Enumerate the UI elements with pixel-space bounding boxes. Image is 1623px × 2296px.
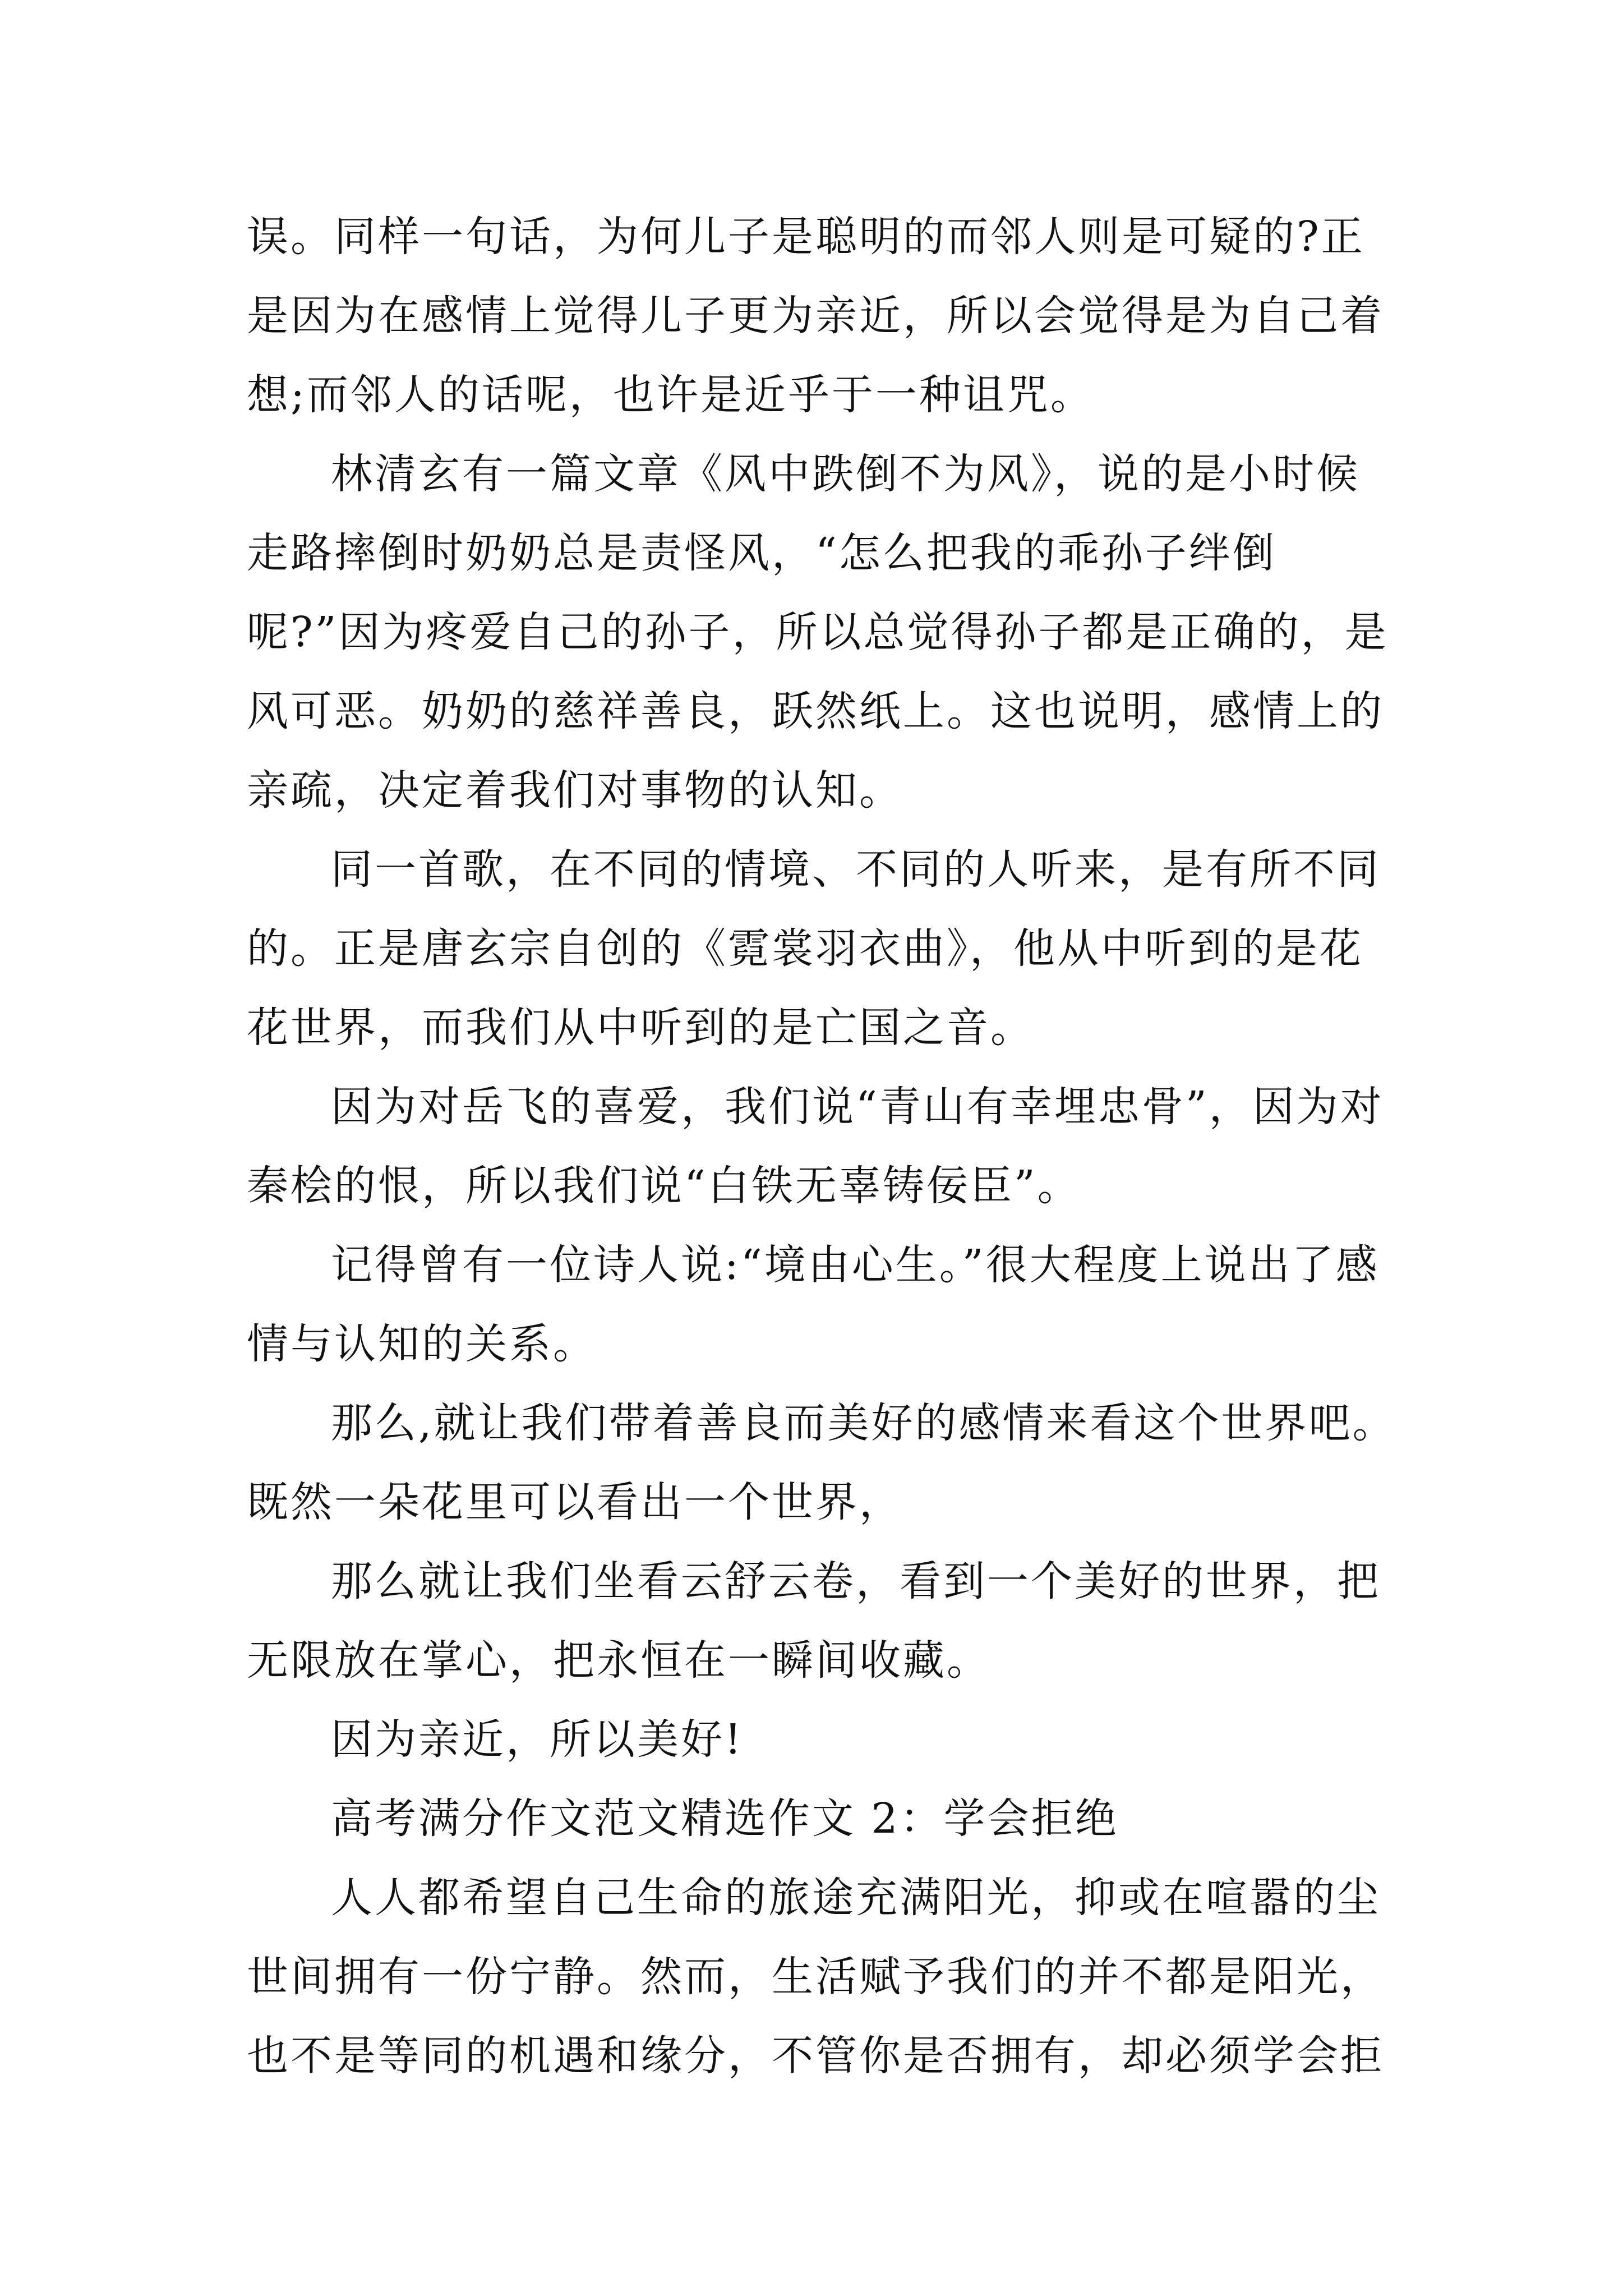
continuation-paragraph: 误。同样一句话，为何儿子是聪明的而邻人则是可疑的?正是因为在感情上觉得儿子更为亲近，所以会觉得是为自己着想;而邻人的话呢，也许是近乎于一种诅咒。 bbox=[247, 213, 1384, 419]
paragraph-conclusion: 因为亲近，所以美好! bbox=[331, 1715, 744, 1764]
paragraph-yue-fei: 因为对岳飞的喜爱，我们说“青山有幸埋忠骨”，因为对秦桧的恨，所以我们说“白铁无辜铸佞臣”。 bbox=[247, 1083, 1384, 1210]
paragraph-lin-qingxuan: 林清玄有一篇文章《风中跌倒不为风》，说的是小时候走路摔倒时奶奶总是责怪风，“怎么把我的乖孙子绊倒呢?”因为疼爱自己的孙子，所以总觉得孙子都是正确的，是风可恶。奶奶的慈祥善良，跃然纸上。这也说明，感情上的亲疏，决定着我们对事物的认知。 bbox=[247, 450, 1389, 815]
paragraph-same-song: 同一首歌，在不同的情境、不同的人听来，是有所不同的。正是唐玄宗自创的《霓裳羽衣曲》，他从中听到的是花花世界，而我们从中听到的是亡国之音。 bbox=[247, 845, 1381, 1052]
section-first-paragraph: 人人都希望自己生命的旅途充满阳光，抑或在喧嚣的尘世间拥有一份宁静。然而，生活赋予我们的并不都是阳光，也不是等同的机遇和缘分，不管你是否拥有，却必须学会拒 bbox=[247, 1874, 1384, 2080]
paragraph-clouds: 那么就让我们坐看云舒云卷，看到一个美好的世界，把无限放在掌心，把永恒在一瞬间收藏。 bbox=[247, 1557, 1381, 1685]
document-body bbox=[247, 197, 1402, 2096]
paragraph-kind-feelings: 那么,就让我们带着善良而美好的感情来看这个世界吧。既然一朵花里可以看出一个世界， bbox=[247, 1399, 1396, 1526]
paragraph-poet-quote: 记得曾有一位诗人说:“境由心生。”很大程度上说出了感情与认知的关系。 bbox=[247, 1241, 1380, 1368]
section-title: 高考满分作文范文精选作文 2：学会拒绝 bbox=[331, 1795, 1119, 1843]
